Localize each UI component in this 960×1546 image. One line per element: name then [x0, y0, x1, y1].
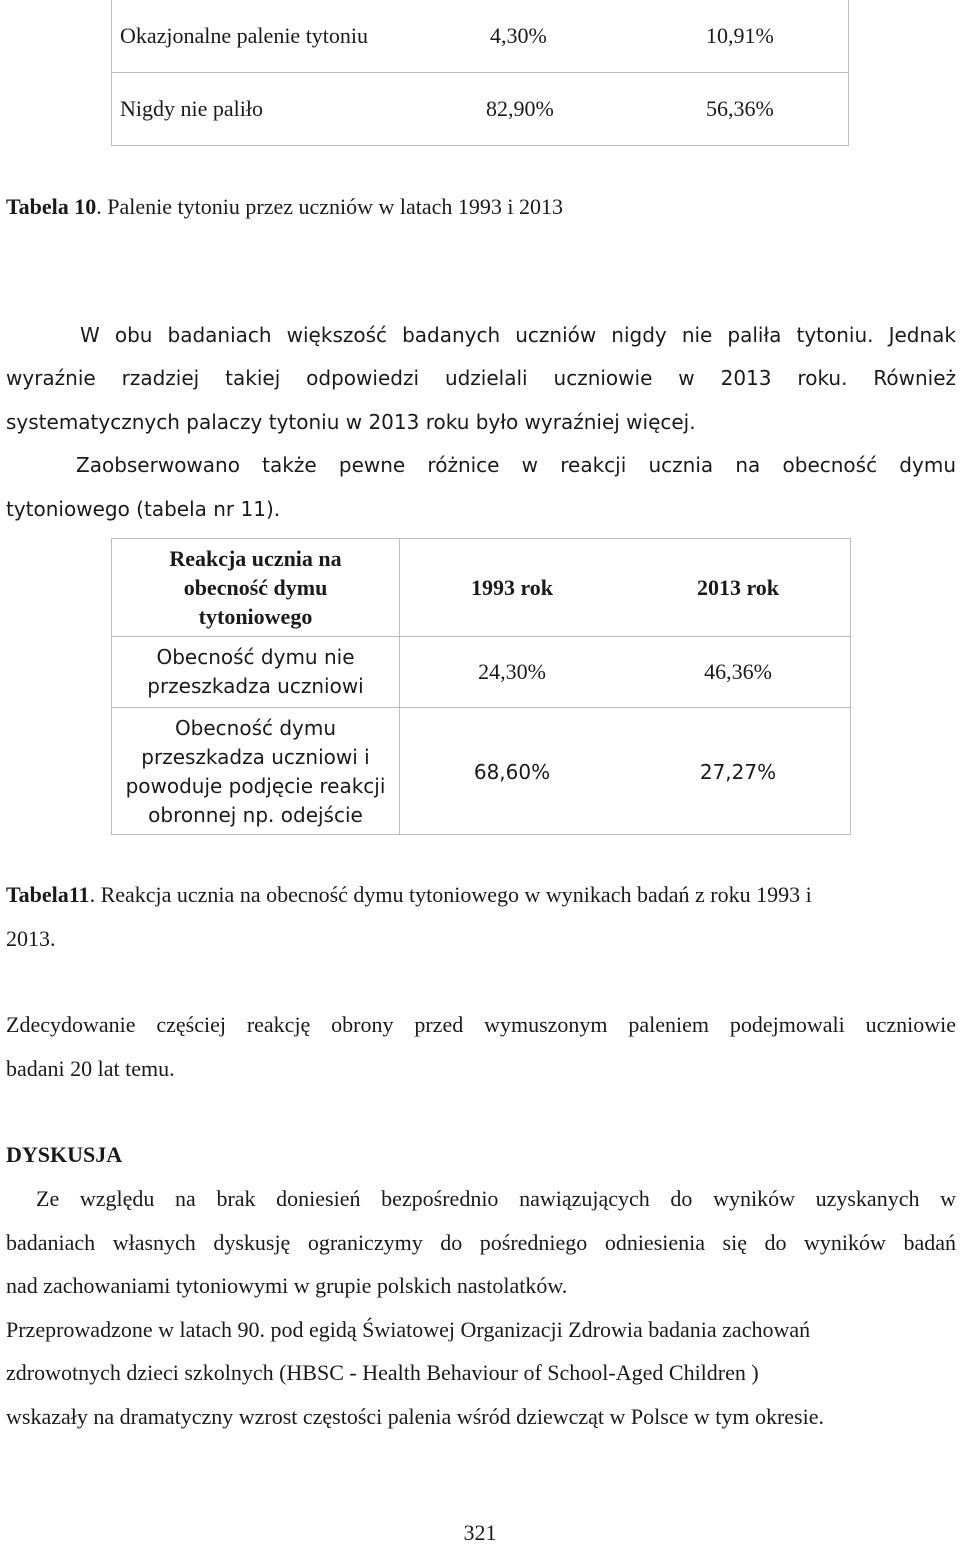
header-label-line: tytoniowego: [198, 604, 313, 629]
value-1993: 24,30%: [478, 659, 546, 684]
value-2013: 56,36%: [706, 96, 774, 121]
table-10: [111, 0, 849, 146]
paragraph-line: W obu badaniach większość badanych uczniów nigdy nie paliła tytoniu. Jednak: [80, 323, 956, 347]
paragraph-line: Ze względu na brak doniesień bezpośrednio nawiązujących do wyników uzyskanych w: [36, 1186, 956, 1211]
section-heading: DYSKUSJA: [6, 1142, 123, 1167]
value-1993: 68,60%: [473, 760, 551, 784]
header-label-cell: [112, 539, 399, 636]
header-label-line: Reakcja ucznia na: [169, 546, 342, 571]
caption-line: 2013.: [6, 926, 56, 951]
paragraph-line: wskazały na dramatyczny wzrost częstości palenia wśród dziewcząt w Polsce w tym okresie.: [6, 1404, 824, 1429]
row-label-line: Obecność dymu nie: [156, 645, 355, 669]
value-2013: 27,27%: [699, 760, 777, 784]
paragraph-line: tytoniowego (tabela nr 11).: [6, 497, 281, 521]
caption-label: Tabela 10: [6, 194, 97, 219]
table-11-caption: [6, 882, 812, 908]
row-label: Nigdy nie paliło: [120, 96, 263, 121]
value-2013: 10,91%: [706, 23, 774, 48]
paragraph-line: wyraźnie rzadziej takiej odpowiedzi udzielali uczniowie w 2013 roku. Również: [6, 366, 956, 390]
paragraph-line: Zdecydowanie częściej reakcję obrony przed wymuszonym paleniem podejmowali uczniowie: [6, 1012, 956, 1037]
table-row: [111, 0, 849, 73]
paragraph-line: badani 20 lat temu.: [6, 1056, 175, 1081]
paragraph-line: Zaobserwowano także pewne różnice w reakcji ucznia na obecność dymu: [76, 453, 956, 477]
table-10-caption: [6, 194, 563, 220]
paragraph-line: systematycznych palaczy tytoniu w 2013 roku było wyraźniej więcej.: [6, 410, 696, 434]
row-label-line: Obecność dymu: [174, 716, 337, 740]
row-label: Okazjonalne palenie tytoniu: [120, 23, 369, 48]
row-label-cell: [112, 709, 399, 835]
table-11: [111, 538, 851, 835]
paragraph-line: badaniach własnych dyskusję ograniczymy do pośredniego odniesienia się do wyników badań: [6, 1230, 956, 1255]
value-1993: 82,90%: [486, 96, 554, 121]
caption-text: . Palenie tytoniu przez uczniów w latach 1993 i 2013: [96, 194, 564, 219]
table-row: [111, 73, 849, 146]
caption-text: . Reakcja ucznia na obecność dymu tytoniowego w wynikach badań z roku 1993 i: [89, 882, 812, 907]
paragraph-line: nad zachowaniami tytoniowymi w grupie polskich nastolatków.: [6, 1273, 568, 1298]
row-label-line: przeszkadza uczniowi i: [141, 745, 370, 769]
header-label-line: obecność dymu: [183, 575, 328, 600]
value-2013: 46,36%: [704, 659, 772, 684]
paragraph-line: zdrowotnych dzieci szkolnych (HBSC - Health Behaviour of School-Aged Children ): [6, 1360, 759, 1385]
table-divider: [112, 707, 850, 708]
caption-label: Tabela11: [6, 882, 90, 907]
value-1993: 4,30%: [490, 23, 547, 48]
row-label-line: przeszkadza uczniowi: [147, 674, 364, 698]
row-label-line: powoduje podjęcie reakcji: [125, 774, 386, 798]
paragraph-line: Przeprowadzone w latach 90. pod egidą Światowej Organizacji Zdrowia badania zachowań: [6, 1317, 811, 1342]
row-label-line: obronnej np. odejście: [148, 803, 363, 827]
page-number: 321: [463, 1520, 497, 1545]
row-label-cell: [112, 637, 399, 707]
header-1993: 1993 rok: [470, 574, 554, 600]
header-2013: 2013 rok: [696, 574, 780, 600]
